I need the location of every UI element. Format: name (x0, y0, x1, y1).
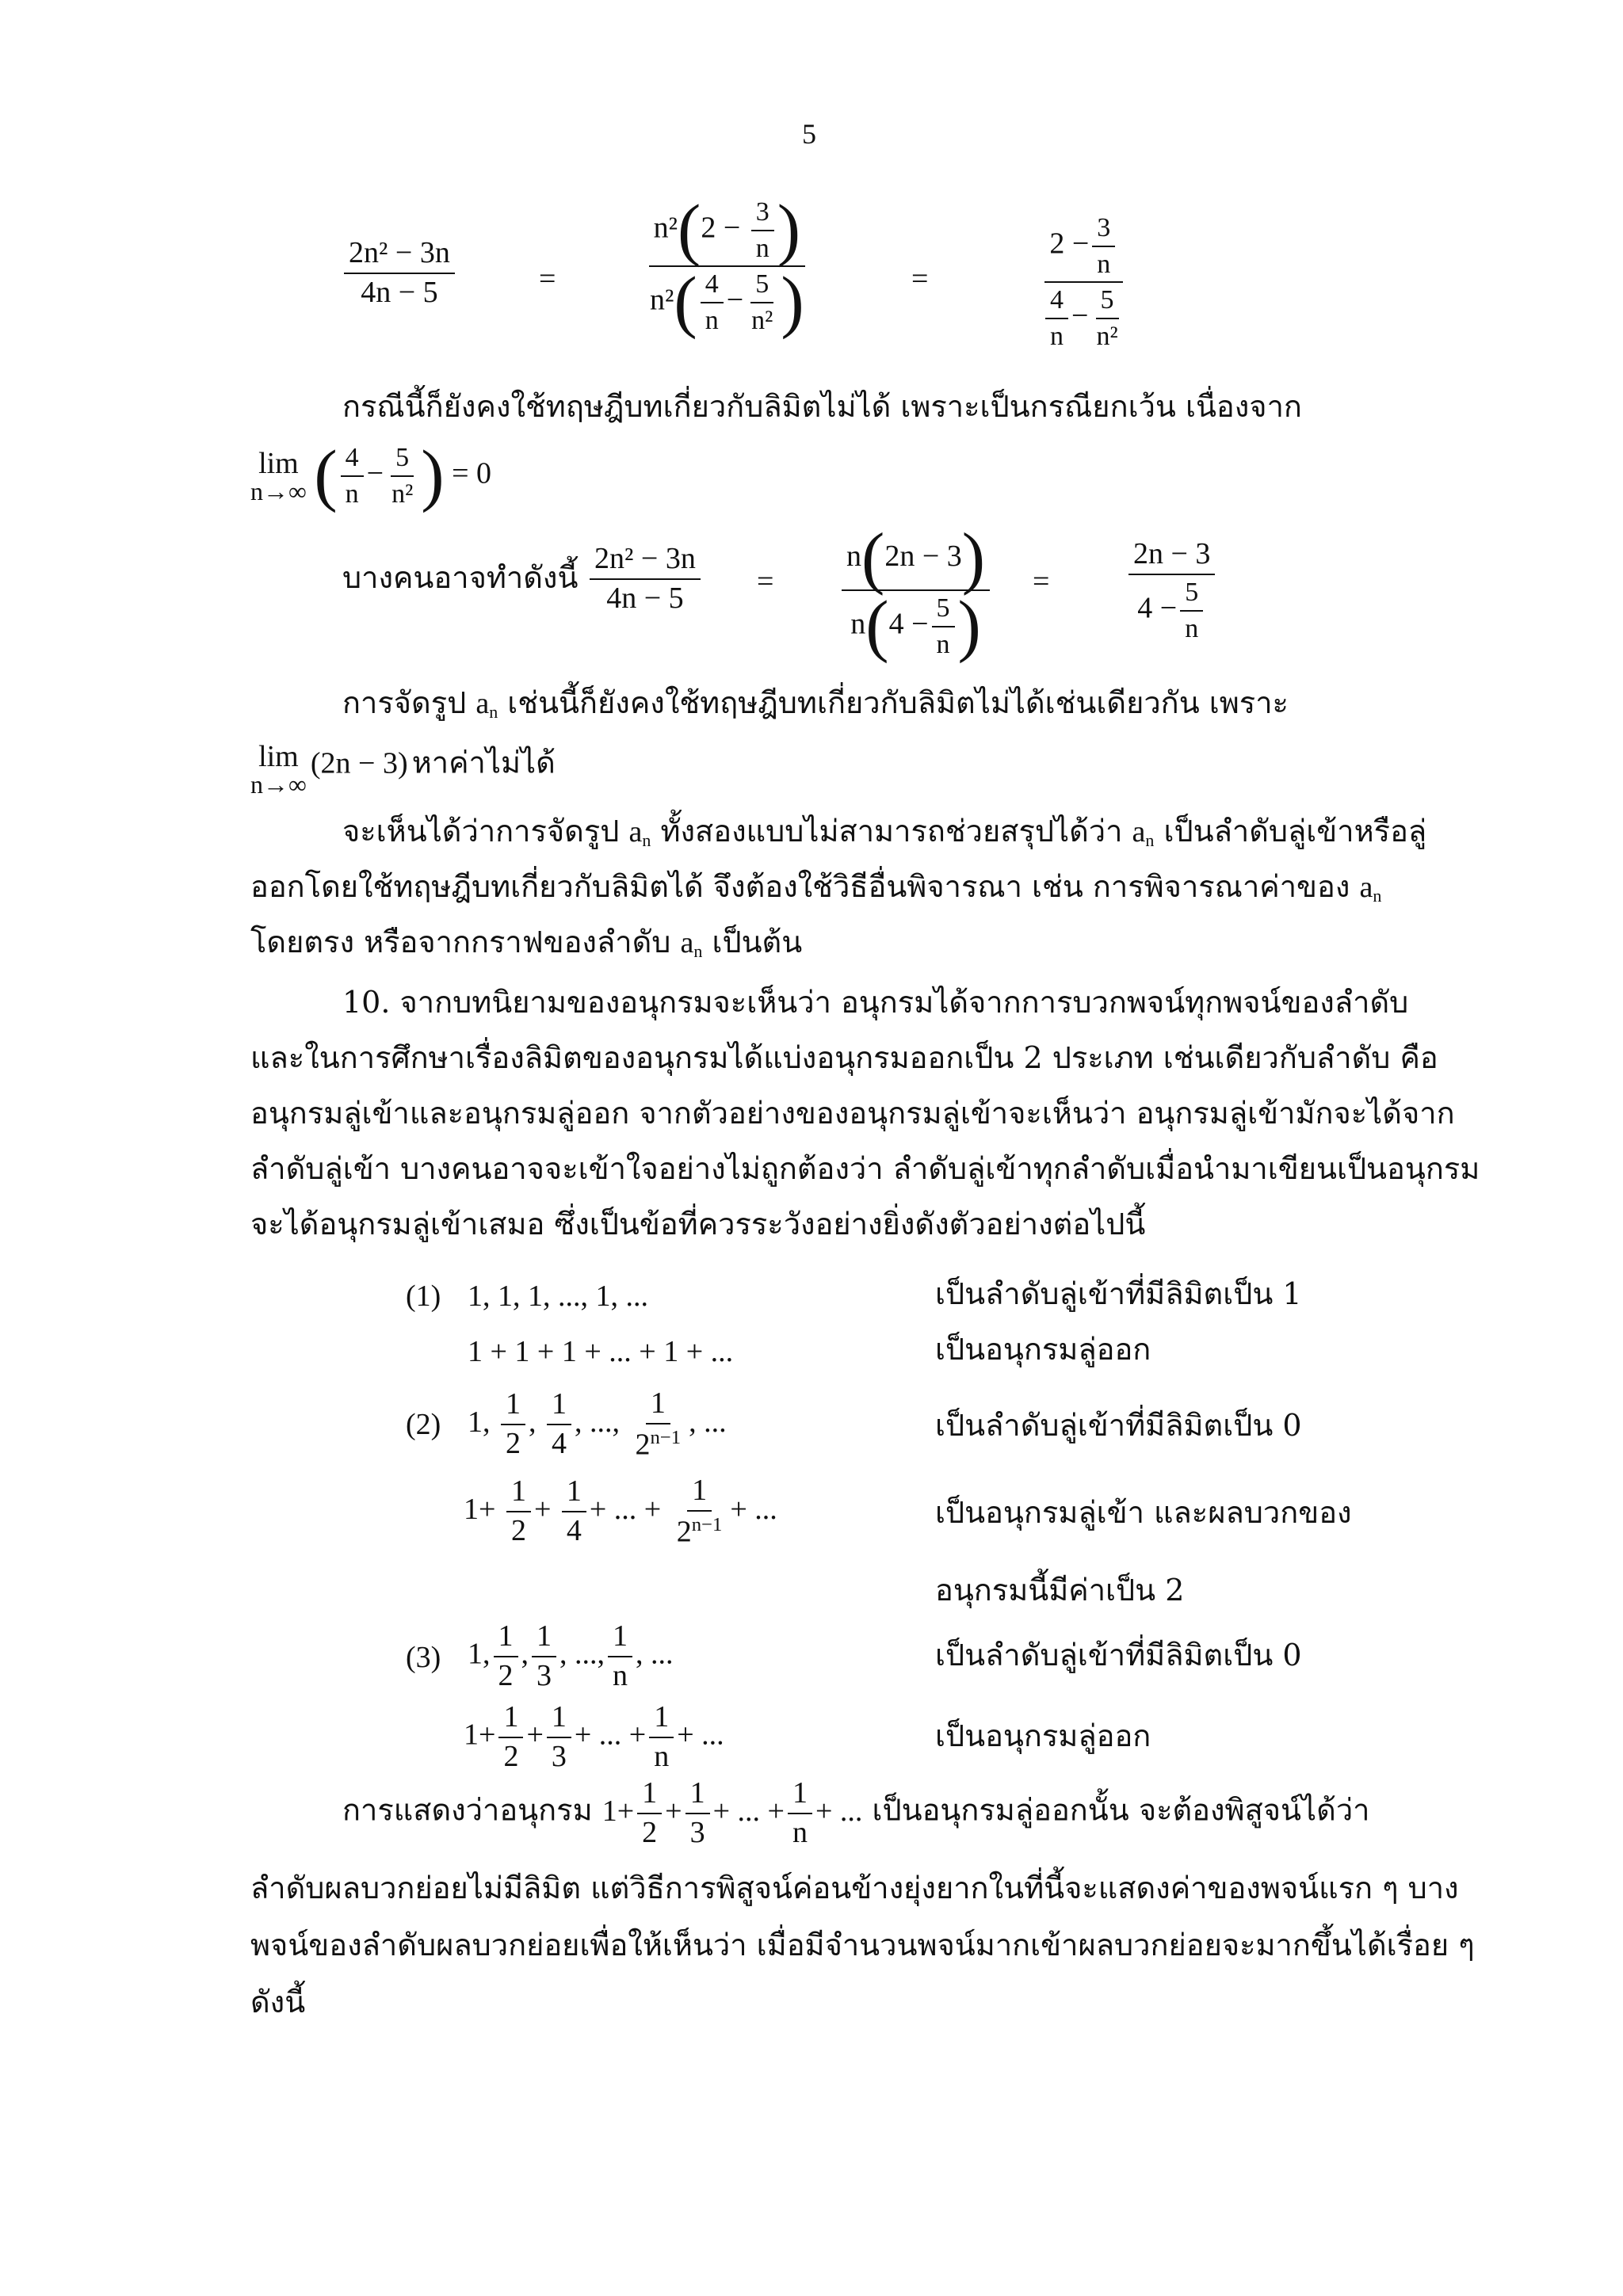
eq1-middle: n²(2 − $\frac{3}{n}$ ) n²( $\frac{4}{n}$ − $\frac{5}{\text{n²}}$ ) (650, 191, 804, 341)
example-2-series: 1+ $\frac{1}{2}$ + $\frac{1}{4}$ + ... + $\frac{1}{2^{n-1}}$ + ... (464, 1474, 777, 1549)
eq2-equals-2: = (1033, 565, 1050, 598)
eq1-equals-1: = (539, 262, 556, 296)
para-3: การจัดรูป an เช่นนี้ก็ยังคงใช้ทฤษฎีบทเกี่ยวกับลิมิตไม่ได้เช่นเดียวกัน เพราะ (342, 685, 1289, 722)
eq1-equals-2: = (911, 262, 929, 296)
example-3-sequence: 1, $\frac{1}{2}$ , $\frac{1}{3}$ , ..., $\frac{1}{n}$ , ... (468, 1619, 674, 1692)
example-3-series-desc: เป็นอนุกรมลู่ออก (935, 1718, 1151, 1753)
example-1-series-desc: เป็นอนุกรมลู่ออก (935, 1332, 1151, 1367)
example-1-sequence: 1, 1, 1, ..., 1, ... (468, 1280, 648, 1313)
eq2-rhs: 2n − 3 4 − $\frac{5}{n}$ (1125, 539, 1218, 643)
para-5-line-5: จะได้อนุกรมลู่เข้าเสมอ ซึ่งเป็นข้อที่ควรระวังอย่างยิ่งดังตัวอย่างต่อไปนี้ (250, 1207, 1146, 1241)
eq2-lhs: $\frac{\text{2n² − 3n}}{4n - 5}$ (586, 543, 704, 615)
example-3-label: (3) (406, 1641, 441, 1674)
example-2-label: (2) (406, 1408, 441, 1441)
eq1-rhs: 2 − $\frac{3}{n}$ $\frac{4}{n}$ − $\frac{5}{\text{n²}}$ (1034, 214, 1134, 351)
example-1-label: (1) (406, 1280, 441, 1313)
para-6-line-2: ลำดับผลบวกย่อยไม่มีลิมิต แต่วิธีการพิสูจน์ค่อนข้างยุ่งยากในที่นี้จะแสดงค่าของพจน์แรก ๆ บาง (250, 1871, 1459, 1905)
example-2-sequence-desc: เป็นลำดับลู่เข้าที่มีลิมิตเป็น 0 (935, 1408, 1302, 1443)
para-5-line-3: อนุกรมลู่เข้าและอนุกรมลู่ออก จากตัวอย่างของอนุกรมลู่เข้าจะเห็นว่า อนุกรมลู่เข้ามักจะได้จาก (250, 1096, 1455, 1131)
para-6-line-4: ดังนี้ (250, 1985, 306, 2019)
page-number: 5 (802, 118, 816, 150)
para-1: กรณีนี้ก็ยังคงใช้ทฤษฎีบทเกี่ยวกับลิมิตไม่ได้ เพราะเป็นกรณียกเว้น เนื่องจาก (342, 389, 1302, 424)
para-5-line-2: และในการศึกษาเรื่องลิมิตของอนุกรมได้แบ่งอนุกรมออกเป็น 2 ประเภท เช่นเดียวกับลำดับ คือ (250, 1040, 1438, 1075)
limit-expression-2: lim n→∞ (2n − 3) หาค่าไม่ได้ (250, 740, 556, 799)
limit-expression-1: lim n→∞ ( $\frac{4}{n}$ − $\frac{5}{\text{n²}}$ ) = 0 (250, 437, 492, 514)
para-4-line-3: โดยตรง หรือจากกราฟของลำดับ an เป็นต้น (250, 925, 803, 961)
example-3-series: 1+ $\frac{1}{2}$ + $\frac{1}{3}$ + ... + $\frac{1}{n}$ + ... (464, 1700, 724, 1773)
example-3-sequence-desc: เป็นลำดับลู่เข้าที่มีลิมิตเป็น 0 (935, 1638, 1302, 1672)
para-4-line-1: จะเห็นได้ว่าการจัดรูป an ทั้งสองแบบไม่สามารถช่วยสรุปได้ว่า an เป็นลำดับลู่เข้าหรือลู่ (342, 814, 1427, 850)
eq1-lhs: $\frac{\text{2n² − 3n}}{4n - 5}$ (341, 238, 458, 309)
para-6-line-1: การแสดงว่าอนุกรม 1+ $\frac{1}{2}$ + $\frac{1}{3}$ + ... + $\frac{1}{n}$ + ... เป็นอนุกรมลู่ออกนั้น จะต้องพิสูจน์ได้ว่า (342, 1776, 1370, 1849)
eq2-middle: n(2n − 3) n(4 − $\frac{5}{n}$ ) (838, 531, 993, 659)
para-6-line-3: พจน์ของลำดับผลบวกย่อยเพื่อให้เห็นว่า เมื่อมีจำนวนพจน์มากเข้าผลบวกย่อยจะมากขึ้นได้เรื่อย ๆ (250, 1928, 1475, 1962)
para-5-line-1: 10. จากบทนิยามของอนุกรมจะเห็นว่า อนุกรมได้จากการบวกพจน์ทุกพจน์ของลำดับ (342, 985, 1409, 1020)
para-2-label: บางคนอาจทำดังนี้ (342, 560, 579, 595)
example-1-sequence-desc: เป็นลำดับลู่เข้าที่มีลิมิตเป็น 1 (935, 1276, 1302, 1311)
para-5-line-4: ลำดับลู่เข้า บางคนอาจจะเข้าใจอย่างไม่ถูกต้องว่า ลำดับลู่เข้าทุกลำดับเมื่อนำมาเขียนเป็นอนุกรม (250, 1151, 1480, 1186)
example-1-series: 1 + 1 + 1 + ... + 1 + ... (468, 1335, 734, 1368)
example-2-series-desc: เป็นอนุกรมลู่เข้า และผลบวกของ (935, 1495, 1352, 1530)
para-4-line-2: ออกโดยใช้ทฤษฎีบทเกี่ยวกับลิมิตได้ จึงต้องใช้วิธีอื่นพิจารณา เช่น การพิจารณาค่าของ an (250, 869, 1382, 906)
example-2-series-desc-2: อนุกรมนี้มีค่าเป็น 2 (935, 1573, 1185, 1608)
example-2-sequence: 1, $\frac{1}{2}$ , $\frac{1}{4}$ , ..., $\frac{1}{2^{n-1}}$ , ... (468, 1386, 727, 1462)
eq2-equals-1: = (757, 565, 774, 598)
